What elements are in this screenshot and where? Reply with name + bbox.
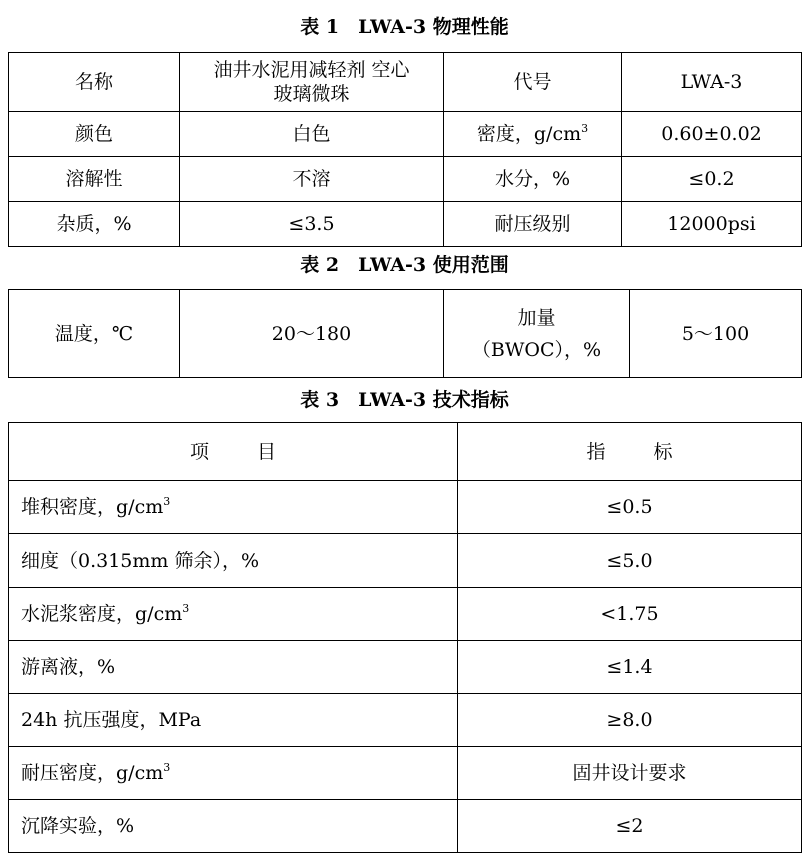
table1-cell: 代号 bbox=[444, 53, 622, 112]
table-row bbox=[9, 641, 802, 694]
table3-spec-cell: ≤5.0 bbox=[458, 534, 802, 588]
header-char: 指 bbox=[586, 440, 606, 463]
table2-cell-line: 加量 bbox=[517, 306, 556, 329]
item-text: 耐压密度，g/cm bbox=[21, 762, 164, 784]
table3-header-item bbox=[9, 423, 458, 481]
table2-cell bbox=[444, 290, 630, 378]
table3-item-cell bbox=[9, 588, 458, 641]
table3-spec-cell: ≥8.0 bbox=[458, 694, 802, 747]
superscript: 3 bbox=[163, 761, 171, 774]
table1-cell: 耐压级别 bbox=[444, 202, 622, 247]
table-row bbox=[9, 534, 802, 588]
table2-cell: 5～100 bbox=[630, 290, 802, 378]
table3-spec-cell: 固井设计要求 bbox=[458, 747, 802, 800]
table-row bbox=[9, 588, 802, 641]
table1-cell: LWA-3 bbox=[622, 53, 802, 112]
item-text: 水泥浆密度，g/cm bbox=[21, 603, 183, 625]
superscript: 3 bbox=[163, 495, 171, 508]
table1-row bbox=[9, 112, 802, 157]
table3-item-cell bbox=[9, 747, 458, 800]
table3-item-cell bbox=[9, 694, 458, 747]
table-row bbox=[9, 800, 802, 853]
header-char: 目 bbox=[257, 440, 277, 463]
table2-cell: 温度，℃ bbox=[9, 290, 180, 378]
table1-cell-text: 密度，g/cm bbox=[476, 123, 582, 145]
table1-cell: 水分，% bbox=[444, 157, 622, 202]
table3-spec-cell: ≤1.4 bbox=[458, 641, 802, 694]
table3-item-cell bbox=[9, 641, 458, 694]
table2-caption: 表 2 LWA-3 使用范围 bbox=[300, 254, 509, 276]
table2-cell-line: （BWOC），% bbox=[471, 338, 602, 361]
header-char: 项 bbox=[189, 440, 209, 463]
table1-cell: 白色 bbox=[180, 112, 444, 157]
table1-row bbox=[9, 157, 802, 202]
item-text: 沉降实验，% bbox=[21, 815, 135, 837]
table3-spec-cell: ≤0.5 bbox=[458, 481, 802, 534]
table3-header-row bbox=[9, 423, 802, 481]
table1-row bbox=[9, 202, 802, 247]
item-text: 堆积密度，g/cm bbox=[21, 496, 164, 518]
header-char: 标 bbox=[653, 440, 673, 463]
table1-cell bbox=[444, 112, 622, 157]
table1-cell: 杂质，% bbox=[9, 202, 180, 247]
table1-cell: 名称 bbox=[9, 53, 180, 112]
table1 bbox=[8, 52, 802, 247]
item-text: 24h 抗压强度，MPa bbox=[21, 709, 202, 731]
table3-spec-cell: <1.75 bbox=[458, 588, 802, 641]
table1-cell: 12000psi bbox=[622, 202, 802, 247]
table2 bbox=[8, 289, 802, 378]
table3-item-cell bbox=[9, 800, 458, 853]
table3-caption: 表 3 LWA-3 技术指标 bbox=[300, 389, 509, 411]
table1-cell-line: 油井水泥用减轻剂 空心 bbox=[213, 59, 410, 81]
superscript: 3 bbox=[182, 602, 190, 615]
table1-cell-line: 玻璃微珠 bbox=[273, 83, 350, 105]
table-row bbox=[9, 747, 802, 800]
table3-item-cell bbox=[9, 481, 458, 534]
table1-cell: ≤0.2 bbox=[622, 157, 802, 202]
table2-row bbox=[9, 290, 802, 378]
table1-cell bbox=[180, 53, 444, 112]
table1-caption: 表 1 LWA-3 物理性能 bbox=[300, 16, 509, 38]
table3-item-cell bbox=[9, 534, 458, 588]
table1-cell: 颜色 bbox=[9, 112, 180, 157]
table-row bbox=[9, 481, 802, 534]
superscript: 3 bbox=[581, 122, 589, 135]
table1-row bbox=[9, 53, 802, 112]
table1-cell: 溶解性 bbox=[9, 157, 180, 202]
table3-header-spec bbox=[458, 423, 802, 481]
table1-cell: ≤3.5 bbox=[180, 202, 444, 247]
table2-cell: 20～180 bbox=[180, 290, 444, 378]
item-text: 细度（0.315mm 筛余），% bbox=[21, 549, 260, 572]
table3-spec-cell: ≤2 bbox=[458, 800, 802, 853]
item-text: 游离液，% bbox=[21, 656, 116, 678]
table1-cell: 0.60±0.02 bbox=[622, 112, 802, 157]
table3 bbox=[8, 422, 802, 853]
table1-cell: 不溶 bbox=[180, 157, 444, 202]
table-row bbox=[9, 694, 802, 747]
